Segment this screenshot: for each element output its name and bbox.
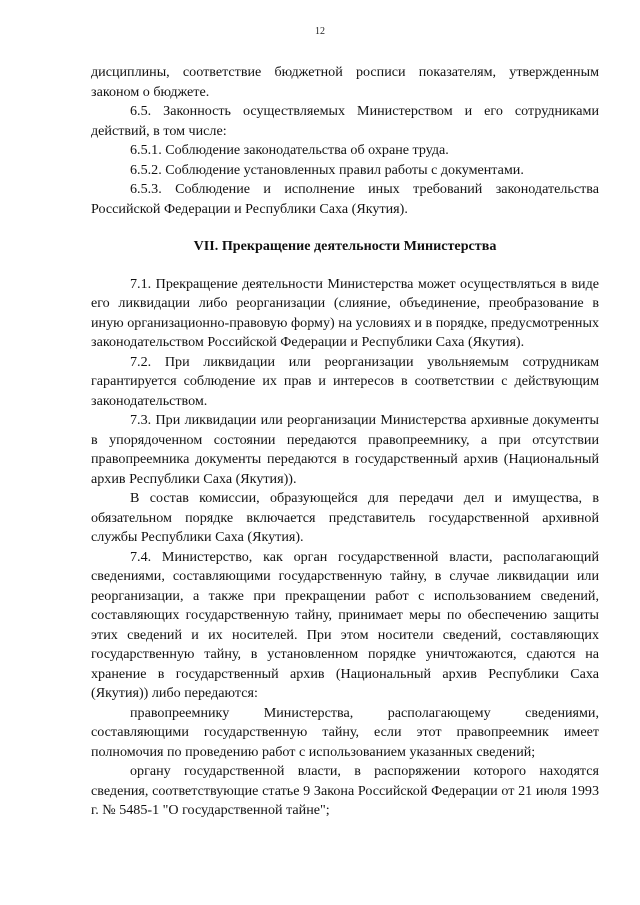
section-vii-body [91,275,599,821]
paragraph: правопреемнику Министерства, располагающему сведениями, составляющими государственную тайну, если этот правопреемник имеет полномочия по проведению работ с использованием указанных сведений; [91,704,599,760]
paragraph: 7.4. Министерство, как орган государственной власти, располагающий сведениями, составляющими государственную тайну, в случае ликвидации или реорганизации, а также при прекращении работ с использованием сведений, составляющих государственную тайну, принимает меры по обеспечению защиты этих сведений и их носителей. При этом носители сведений, составляющих государственную тайну, в установленном порядке уничтожаются, сдаются на хранение в государственный архив (Национальный архив Республики Саха (Якутия)) либо передаются: [91,548,599,701]
paragraph: 6.5.2. Соблюдение установленных правил работы с документами. [130,161,524,178]
paragraph: 7.1. Прекращение деятельности Министерства может осуществляться в виде его ликвидации либо реорганизации (слияние, объединение, преобразование в иную организационно-правовую форму) на условиях и в порядке, предусмотренных законодательством Российской Федерации и Республики Саха (Якутия). [91,275,599,350]
section-heading: VII. Прекращение деятельности Министерства [193,238,497,254]
section-vi-continuation [91,63,599,219]
paragraph: 6.5.1. Соблюдение законодательства об охране труда. [130,142,449,158]
paragraph: В состав комиссии, образующейся для передачи дел и имущества, в обязательном порядке включается представитель государственной архивной службы Республики Саха (Якутия). [91,490,599,545]
paragraph: 7.2. При ликвидации или реорганизации увольняемым сотрудникам гарантируется соблюдение их прав и интересов в соответствии с действующим законодательством. [91,353,599,409]
page-number: 12 [315,26,325,37]
paragraph: дисциплины, соответствие бюджетной росписи показателям, утвержденным законом о бюджете. [91,64,599,100]
paragraph: 6.5. Законность осуществляемых Министерством и его сотрудниками действий, в том числе: [91,103,599,139]
paragraph: 7.3. При ликвидации или реорганизации Министерства архивные документы в упорядоченном состоянии передаются правопреемнику, а при отсутствии правопреемника документы передаются в государственный архив (Национальный архив Республики Саха (Якутия)). [91,412,599,487]
paragraph: органу государственной власти, в распоряжении которого находятся сведения, соответствующие статье 9 Закона Российской Федерации от 21 июля 1993 г. № 5485-1 "О государственной тайне"; [91,763,599,818]
paragraph: 6.5.3. Соблюдение и исполнение иных требований законодательства Российской Федерации и Республики Саха (Якутия). [91,181,599,217]
document-body [91,63,599,821]
